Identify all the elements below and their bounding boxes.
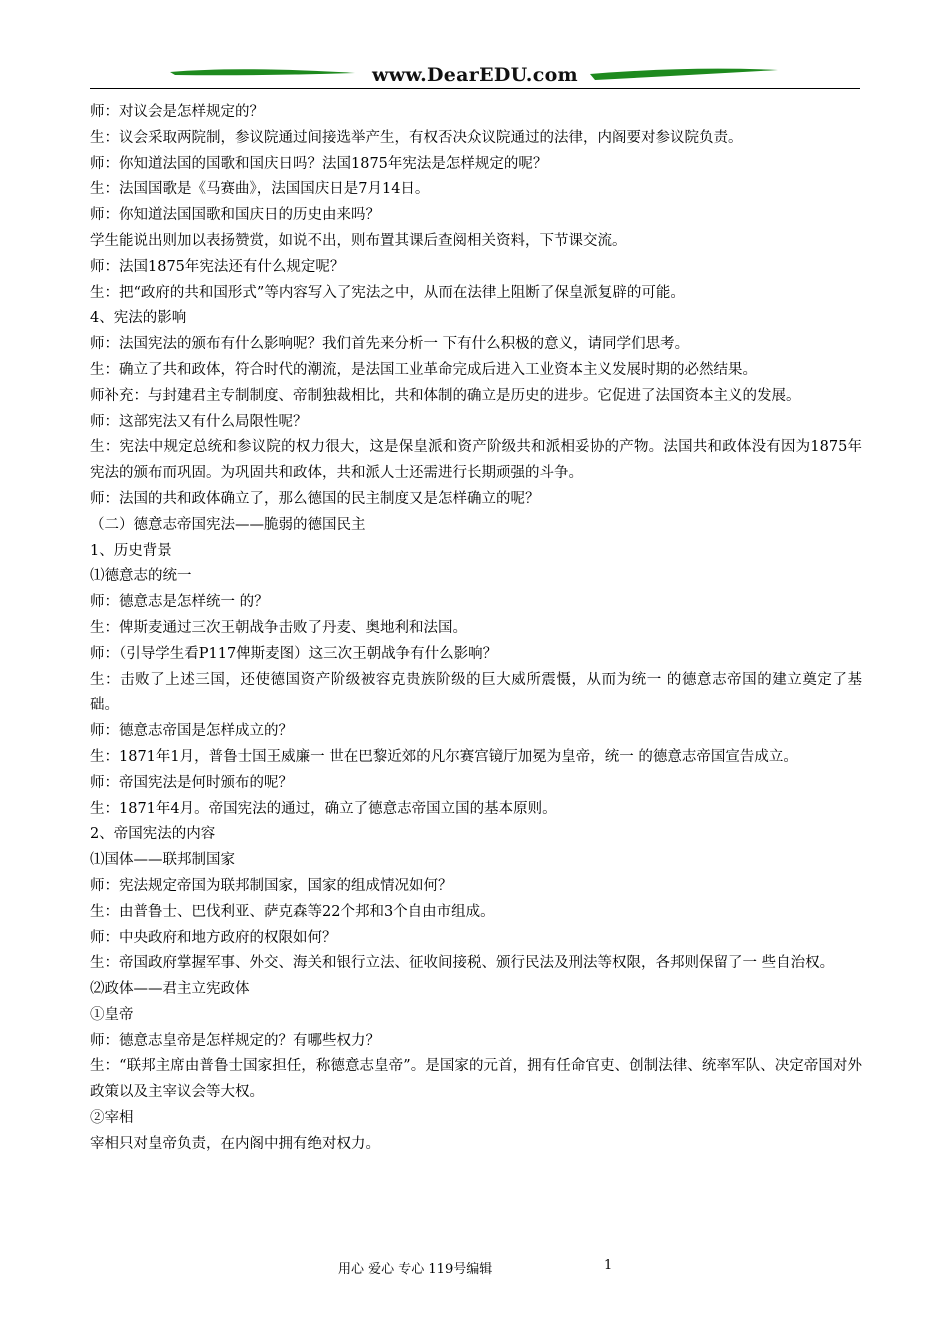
paragraph: 4、宪法的影响	[90, 310, 187, 327]
paragraph: 2、帝国宪法的内容	[90, 826, 216, 843]
paragraph: 生：法国国歌是《马赛曲》，法国国庆日是7月14日。	[90, 181, 430, 198]
paragraph: 生：1871年4月。帝国宪法的通过，确立了德意志帝国立国的基本原则。	[90, 800, 557, 817]
paragraph: 学生能说出则加以表扬赞赏，如说不出，则布置其课后查阅相关资料，下节课交流。	[90, 232, 627, 249]
paragraph: 师：法国的共和政体确立了，那么德国的民主制度又是怎样确立的呢？	[90, 490, 540, 507]
document-body	[90, 100, 862, 1158]
paragraph: 生：帝国政府掌握军事、外交、海关和银行立法、征收间接税、颁行民法及刑法等权限，各邦则保留了一 些自治权。	[90, 955, 835, 972]
paragraph: 师：帝国宪法是何时颁布的呢？	[90, 774, 293, 791]
paragraph: 生：宪法中规定总统和参议院的权力很大，这是保皇派和资产阶级共和派相妥协的产物。法国共和政体没有因为1875年宪法的颁布而巩固。为巩固共和政体，共和派人士还需进行长期顽强的斗争。	[90, 439, 862, 482]
paragraph: 师：宪法规定帝国为联邦制国家，国家的组成情况如何？	[90, 877, 453, 894]
paragraph: 生：确立了共和政体，符合时代的潮流，是法国工业革命完成后进入工业资本主义发展时期的必然结果。	[90, 361, 757, 378]
paragraph: 师：这部宪法又有什么局限性呢？	[90, 413, 308, 430]
paragraph: 宰相只对皇帝负责，在内阁中拥有绝对权力。	[90, 1135, 380, 1152]
paragraph: 1、历史背景	[90, 542, 172, 559]
paragraph: 师：你知道法国国歌和国庆日的历史由来吗？	[90, 207, 380, 224]
paragraph: （二）德意志帝国宪法——脆弱的德国民主	[90, 516, 366, 533]
paragraph: 师：德意志皇帝是怎样规定的？有哪些权力？	[90, 1032, 380, 1049]
paragraph: 师：（引导学生看P117俾斯麦图）这三次王朝战争有什么影响？	[90, 645, 498, 662]
paragraph: 师：德意志是怎样统一 的？	[90, 594, 269, 611]
paragraph: 师：法国1875年宪法还有什么规定呢？	[90, 258, 345, 275]
paragraph: 生：俾斯麦通过三次王朝战争击败了丹麦、奥地利和法国。	[90, 619, 467, 636]
paragraph: 生：1871年1月，普鲁士国王威廉一 世在巴黎近郊的凡尔赛宫镜厅加冕为皇帝，统一 的德意志帝国宣告成立。	[90, 748, 798, 765]
paragraph: 生：“联邦主席由普鲁士国家担任，称德意志皇帝”。是国家的元首，拥有任命官吏、创制法律、统率军队、决定帝国对外政策以及主宰议会等大权。	[90, 1058, 862, 1101]
paragraph: 师补充：与封建君主专制制度、帝制独裁相比，共和体制的确立是历史的进步。它促进了法国资本主义的发展。	[90, 387, 801, 404]
paragraph: ⑵政体——君主立宪政体	[90, 981, 250, 998]
page-number: 1	[604, 1258, 613, 1273]
paragraph: 师：德意志帝国是怎样成立的？	[90, 723, 293, 740]
page-footer	[0, 1258, 950, 1278]
paragraph: 师：法国宪法的颁布有什么影响呢？我们首先来分析一 下有什么积极的意义，请同学们思考。	[90, 336, 690, 353]
paragraph: ①皇帝	[90, 1006, 134, 1023]
paragraph: 师：对议会是怎样规定的？	[90, 104, 264, 120]
paragraph: ⑴德意志的统一	[90, 568, 192, 585]
header-rule	[90, 88, 860, 89]
paragraph: 师：中央政府和地方政府的权限如何？	[90, 929, 337, 946]
paragraph: 生：把“政府的共和国形式”等内容写入了宪法之中，从而在法律上阻断了保皇派复辟的可能。	[90, 284, 685, 301]
paragraph: 师：你知道法国的国歌和国庆日吗？法国1875年宪法是怎样规定的呢？	[90, 155, 548, 172]
site-logo-text: www.DearEDU.com	[372, 64, 578, 86]
paragraph: 生：议会采取两院制，参议院通过间接选举产生，有权否决众议院通过的法律，内阁要对参议院负责。	[90, 129, 743, 146]
footer-text: 用心 爱心 专心 119号编辑	[338, 1262, 493, 1277]
paragraph: 生：由普鲁士、巴伐利亚、萨克森等22个邦和3个自由市组成。	[90, 903, 495, 920]
paragraph: 生：击败了上述三国，还使德国资产阶级被容克贵族阶级的巨大威所震慑，从而为统一 的德意志帝国的建立奠定了基础。	[90, 671, 862, 714]
paragraph: ⑴国体——联邦制国家	[90, 852, 235, 869]
paragraph: ②宰相	[90, 1110, 134, 1127]
